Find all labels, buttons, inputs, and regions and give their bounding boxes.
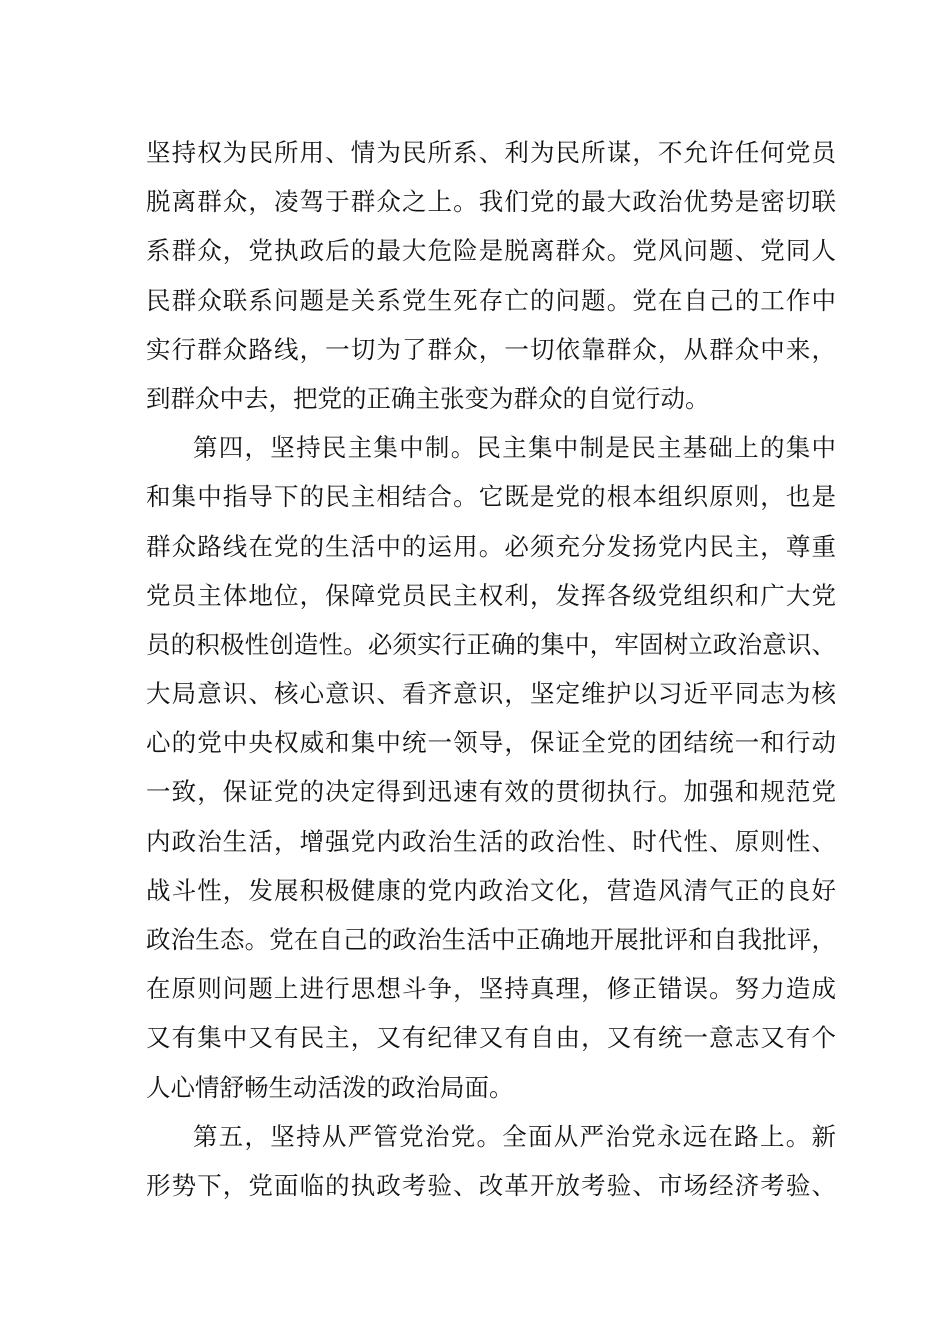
text-line: 形势下，党面临的执政考验、改革开放考验、市场经济考验、 [146,1170,836,1200]
text-line: 系群众，党执政后的最大危险是脱离群众。党风问题、党同人 [146,236,836,266]
text-line: 员的积极性创造性。必须实行正确的集中，牢固树立政治意识、 [146,629,836,659]
text-line: 党员主体地位，保障党员民主权利，发挥各级党组织和广大党 [146,580,836,610]
text-line: 大局意识、核心意识、看齐意识，坚定维护以习近平同志为核 [146,679,836,709]
text-line: 又有集中又有民主，又有纪律又有自由，又有统一意志又有个 [146,1023,836,1053]
text-line: 内政治生活，增强党内政治生活的政治性、时代性、原则性、 [146,826,836,856]
text-line: 一致，保证党的决定得到迅速有效的贯彻执行。加强和规范党 [146,777,836,807]
body-text [146,128,836,1210]
text-line: 战斗性，发展积极健康的党内政治文化，营造风清气正的良好 [146,875,836,905]
text-line: 人心情舒畅生动活泼的政治局面。 [146,1072,514,1102]
text-line: 心的党中央权威和集中统一领导，保证全党的团结统一和行动 [146,728,836,758]
paragraph-first-line: 第五，坚持从严管党治党。全面从严治党永远在路上。新 [193,1121,836,1151]
text-line: 和集中指导下的民主相结合。它既是党的根本组织原则，也是 [146,482,836,512]
text-line: 实行群众路线，一切为了群众，一切依靠群众，从群众中来， [146,334,836,364]
text-line: 到群众中去，把党的正确主张变为群众的自觉行动。 [146,383,710,413]
text-line: 坚持权为民所用、情为民所系、利为民所谋，不允许任何党员 [146,138,836,167]
text-line: 脱离群众，凌驾于群众之上。我们党的最大政治优势是密切联 [146,187,836,217]
text-line: 在原则问题上进行思想斗争，坚持真理，修正错误。努力造成 [146,974,836,1004]
text-line: 民群众联系问题是关系党生死存亡的问题。党在自己的工作中 [146,285,836,315]
text-line: 群众路线在党的生活中的运用。必须充分发扬党内民主，尊重 [146,531,836,561]
text-line: 政治生态。党在自己的政治生活中正确地开展批评和自我批评， [146,925,836,954]
paragraph-first-line: 第四，坚持民主集中制。民主集中制是民主基础上的集中 [193,433,836,463]
